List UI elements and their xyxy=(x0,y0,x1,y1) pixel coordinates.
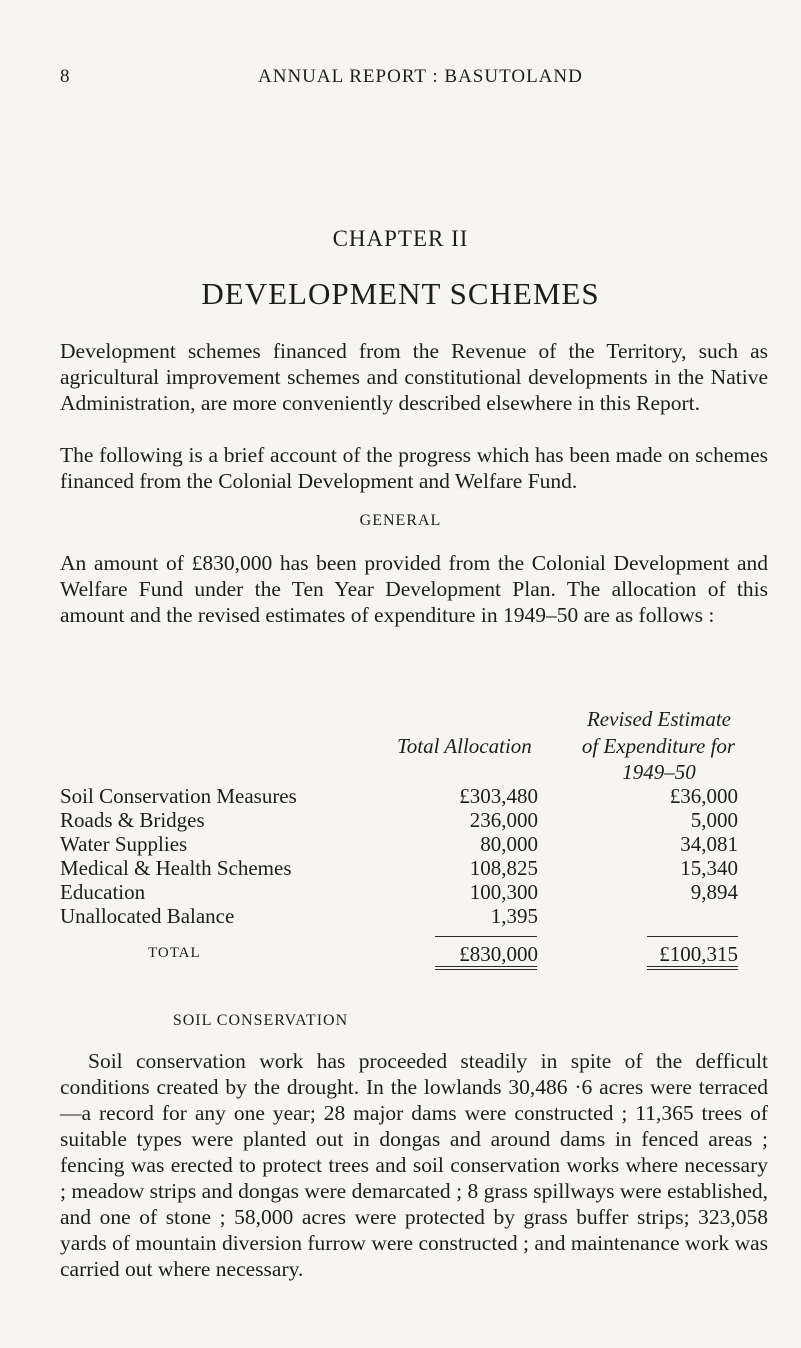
column-header-revised-line-2: of Expenditure for xyxy=(581,734,736,758)
total-alloc-top-rule xyxy=(435,936,537,937)
intro-paragraph-1: Development schemes financed from the Revenue of the Territory, such as agricultural improvement schemes and constitutional developments in the Native Administration, are more conveniently described elsewhere in this Report. xyxy=(60,339,768,415)
row-total-allocation: 80,000 xyxy=(480,832,538,856)
row-label: Education xyxy=(60,880,146,904)
row-label: Medical & Health Schemes xyxy=(60,856,292,880)
row-label: Unallocated Balance xyxy=(60,904,235,928)
total-allocation-value: £830,000 xyxy=(459,942,538,966)
total-revised-value: £100,315 xyxy=(659,942,738,966)
page-number: 8 xyxy=(60,66,71,87)
chapter-heading: CHAPTER II xyxy=(332,226,469,251)
column-header-revised-line-1: Revised Estimate xyxy=(586,707,732,731)
row-revised-estimate: £36,000 xyxy=(669,784,738,808)
allocation-table xyxy=(60,784,738,928)
row-total-allocation: 108,825 xyxy=(469,856,538,880)
intro-paragraph-2: The following is a brief account of the progress which has been made on schemes financed from the Colonial Development and Welfare Fund. xyxy=(60,443,768,493)
column-header-total-allocation: Total Allocation xyxy=(397,734,532,758)
running-title: ANNUAL REPORT : BASUTOLAND xyxy=(258,66,583,87)
table-row xyxy=(60,808,738,832)
total-revised-bottom-rule-2 xyxy=(647,969,738,970)
row-total-allocation: 100,300 xyxy=(469,880,538,904)
general-heading: GENERAL xyxy=(359,512,442,529)
table-row xyxy=(60,784,738,808)
soil-conservation-heading: SOIL CONSERVATION xyxy=(172,1012,349,1029)
row-label: Roads & Bridges xyxy=(60,808,205,832)
table-row xyxy=(60,832,738,856)
row-revised-estimate: 5,000 xyxy=(690,808,738,832)
table-row xyxy=(60,880,738,904)
column-header-revised-line-3: 1949–50 xyxy=(622,760,696,784)
row-label: Soil Conservation Measures xyxy=(60,784,297,808)
row-revised-estimate: 34,081 xyxy=(680,832,738,856)
page-title: DEVELOPMENT SCHEMES xyxy=(201,276,600,311)
table-row xyxy=(60,856,738,880)
row-total-allocation: £303,480 xyxy=(459,784,538,808)
row-total-allocation: 236,000 xyxy=(469,808,538,832)
row-revised-estimate: 15,340 xyxy=(680,856,738,880)
total-alloc-bottom-rule-2 xyxy=(435,969,537,970)
row-revised-estimate: 9,894 xyxy=(690,880,738,904)
general-paragraph: An amount of £830,000 has been provided from the Colonial Development and Welfare Fund under the Ten Year Development Plan. The allocation of this amount and the revised estimates of expenditure in 1949–50 are as follows : xyxy=(60,551,768,627)
row-label: Water Supplies xyxy=(60,832,188,856)
row-total-allocation: 1,395 xyxy=(490,904,538,928)
table-row xyxy=(60,904,738,928)
row-revised-estimate xyxy=(538,904,738,928)
total-label: TOTAL xyxy=(148,945,201,961)
soil-conservation-paragraph: Soil conservation work has proceeded steadily in spite of the defficult conditions created by the drought. In the lowlands 30,486 ·6 acres were terraced—a record for any one year; 28 major dams were constructed ; 11,365 trees of suitable types were planted out in dongas and around dams in fenced areas ; fencing was erected to protect trees and soil conservation works where necessary ; meadow strips and dongas were demarcated ; 8 grass spillways were established, and one of stone ; 58,000 acres were protected by grass buffer strips; 323,058 yards of mountain diversion furrow were constructed ; and maintenance work was carried out where necessary. xyxy=(60,1049,768,1281)
total-revised-top-rule xyxy=(647,936,738,937)
